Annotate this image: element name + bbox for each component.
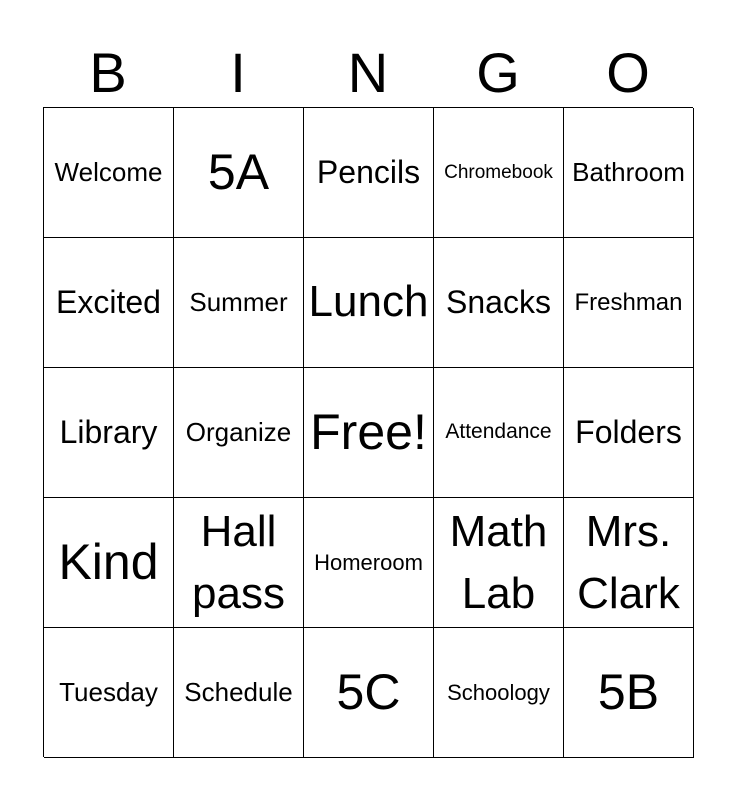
bingo-cell-r1-c4[interactable]: Freshman: [564, 238, 694, 368]
bingo-cell-r2-c3[interactable]: Attendance: [434, 368, 564, 498]
bingo-cell-r4-c4[interactable]: 5B: [564, 628, 694, 758]
header-letter-g: G: [476, 41, 520, 104]
bingo-cell-r1-c2[interactable]: Lunch: [304, 238, 434, 368]
bingo-cell-r1-c1[interactable]: Summer: [174, 238, 304, 368]
bingo-cell-r0-c2[interactable]: Pencils: [304, 108, 434, 238]
header-letter-o: O: [606, 41, 650, 104]
bingo-cell-r2-c2[interactable]: Free!: [304, 368, 434, 498]
bingo-header: [43, 40, 693, 106]
bingo-cell-r1-c3[interactable]: Snacks: [434, 238, 564, 368]
bingo-cell-r4-c3[interactable]: Schoology: [434, 628, 564, 758]
bingo-cell-r3-c2[interactable]: Homeroom: [304, 498, 434, 628]
bingo-cell-r2-c4[interactable]: Folders: [564, 368, 694, 498]
header-letter-i: I: [230, 41, 246, 104]
bingo-board: [43, 107, 693, 757]
bingo-cell-r2-c1[interactable]: Organize: [174, 368, 304, 498]
bingo-cell-r3-c0[interactable]: Kind: [44, 498, 174, 628]
bingo-cell-r4-c2[interactable]: 5C: [304, 628, 434, 758]
header-letter-b: B: [89, 41, 127, 104]
bingo-cell-r4-c0[interactable]: Tuesday: [44, 628, 174, 758]
bingo-cell-r0-c1[interactable]: 5A: [174, 108, 304, 238]
bingo-cell-r4-c1[interactable]: Schedule: [174, 628, 304, 758]
bingo-cell-r3-c3[interactable]: Math Lab: [434, 498, 564, 628]
bingo-cell-r3-c4[interactable]: Mrs. Clark: [564, 498, 694, 628]
bingo-cell-r1-c0[interactable]: Excited: [44, 238, 174, 368]
bingo-cell-r0-c3[interactable]: Chromebook: [434, 108, 564, 238]
bingo-cell-r3-c1[interactable]: Hall pass: [174, 498, 304, 628]
bingo-cell-r2-c0[interactable]: Library: [44, 368, 174, 498]
bingo-cell-r0-c0[interactable]: Welcome: [44, 108, 174, 238]
bingo-cell-r0-c4[interactable]: Bathroom: [564, 108, 694, 238]
header-letter-n: N: [347, 41, 389, 104]
